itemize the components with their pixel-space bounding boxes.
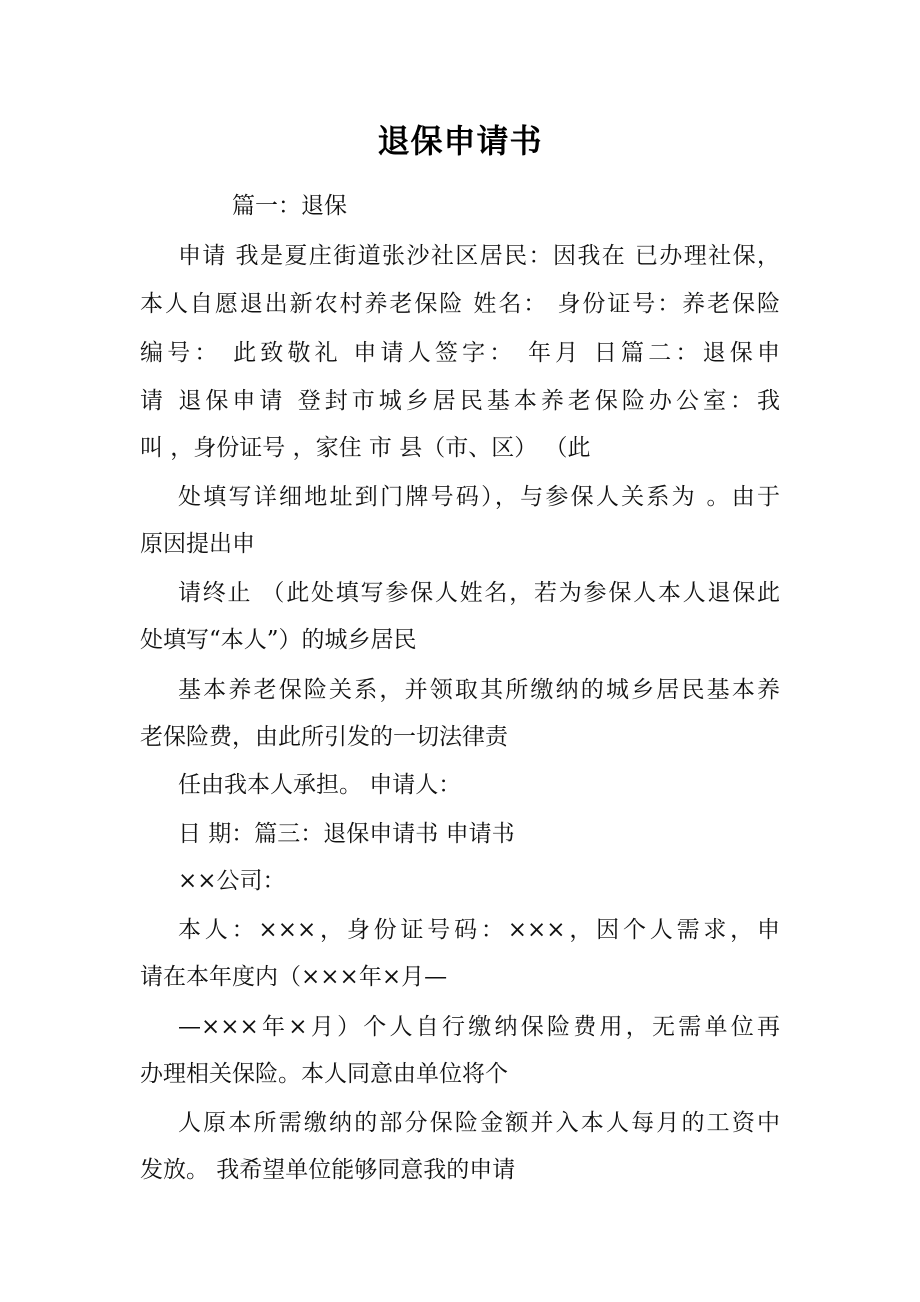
text-line: 本人：×××，身份证号码：×××，因个人需求，申 — [178, 917, 780, 943]
text-line: 日 期：篇三：退保申请书 申请书 — [178, 821, 515, 847]
text-line: 本人自愿退出新农村养老保险 姓名： 身份证号：养老保险 — [140, 291, 780, 317]
text-line: 请 退保申请 登封市城乡居民基本养老保险办公室：我 — [140, 388, 780, 414]
text-line: 请在本年度内（×××年×月— — [140, 964, 448, 990]
text-line: 任由我本人承担。 申请人： — [178, 772, 462, 798]
text-line: 发放。 我希望单位能够同意我的申请 — [140, 1157, 516, 1183]
text-line: 处填写详细地址到门牌号码），与参保人关系为 。由于 — [178, 484, 780, 510]
text-line: ××公司： — [178, 868, 286, 894]
text-line: 老保险费，由此所引发的一切法律责 — [140, 724, 508, 750]
text-line: 请终止 （此处填写参保人姓名，若为参保人本人退保此 — [178, 580, 780, 606]
text-line: 篇一：退保 — [232, 193, 347, 219]
document-title: 退保申请书 — [377, 122, 543, 160]
text-line: 处填写“本人”）的城乡居民 — [140, 627, 417, 653]
text-line: —×××年×月）个人自行缴纳保险费用，无需单位再 — [178, 1014, 780, 1040]
text-line: 申请 我是夏庄街道张沙社区居民：因我在 已办理社保， — [178, 243, 780, 269]
text-line: 人原本所需缴纳的部分保险金额并入本人每月的工资中 — [178, 1110, 780, 1136]
text-line: 原因提出申 — [140, 531, 255, 557]
text-line: 叫 ，身份证号 ，家住 市 县（市、区） （此 — [140, 435, 591, 461]
text-line: 办理相关保险。本人同意由单位将个 — [140, 1061, 508, 1087]
text-line: 基本养老保险关系，并领取其所缴纳的城乡居民基本养 — [178, 677, 780, 703]
text-line: 编号： 此致敬礼 申请人签字： 年月 日篇二：退保申 — [140, 340, 780, 366]
